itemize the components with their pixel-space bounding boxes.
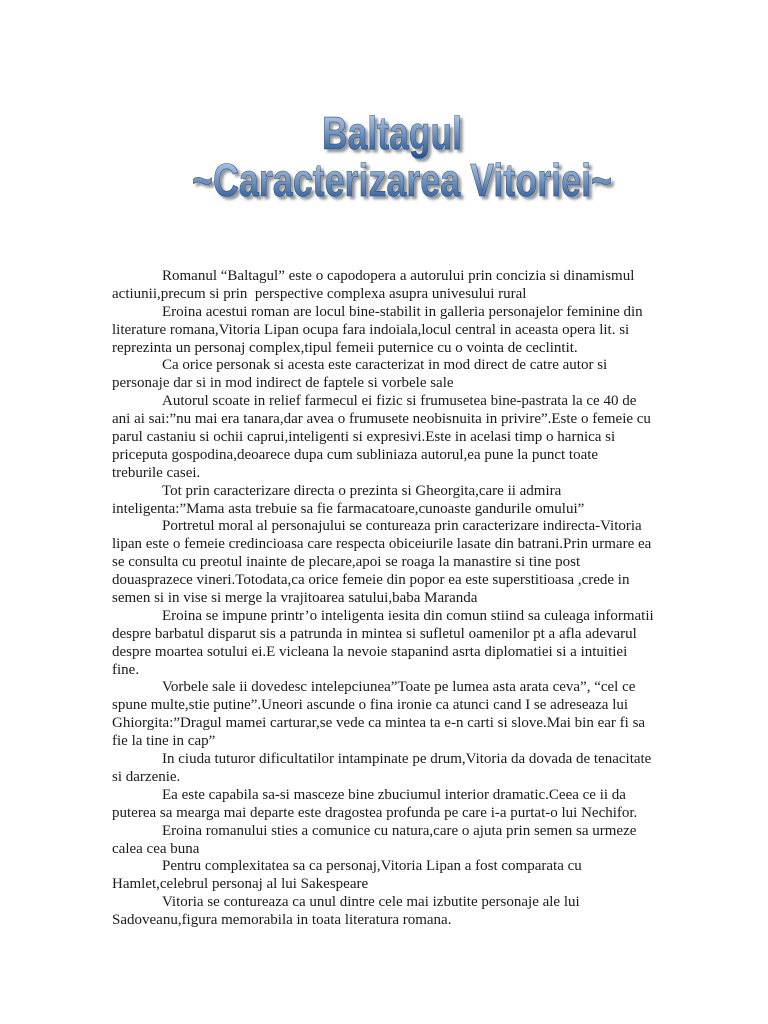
text-line: puterea sa mearga mai departe este dragostea profunda pe care i-a purtat-o lui Nechifor. <box>112 804 638 821</box>
text-line: douasprazece vineri.Totodata,ca orice femeie din popor ea este superstitioasa ,crede in <box>112 572 630 589</box>
text-line: Ea este capabila sa-si masceze bine zbuciumul interior dramatic.Ceea ce ii da <box>162 786 626 803</box>
paragraph <box>112 608 712 680</box>
paragraph <box>112 483 712 519</box>
document-title: Baltagul <box>322 107 462 159</box>
text-line: priceputa gospodina,deoarece dupa cum subliniaza autorul,ea pune la punct toate <box>112 446 599 463</box>
text-line: Tot prin caracterizare directa o prezinta si Gheorgita,care ii admira <box>162 482 562 499</box>
text-line: ani ai sai:”nu mai era tanara,dar avea o frumusete neobisnuita in privire”.Este o femeie cu <box>112 411 651 428</box>
text-line: calea cea buna <box>112 840 200 857</box>
text-line: personaje dar si in mod indirect de faptele si vorbele sale <box>112 375 454 392</box>
paragraph <box>112 679 712 751</box>
text-line: parul castaniu si ochii caprui,inteligenti si expresivi.Este in acelasi timp o harnica si <box>112 429 616 446</box>
text-line: Eroina acestui roman are locul bine-stabilit in galleria personajelor feminine din <box>162 303 643 320</box>
text-line: fine. <box>112 661 140 678</box>
text-line: Pentru complexitatea sa ca personaj,Vitoria Lipan a fost comparata cu <box>162 858 582 875</box>
paragraph <box>112 518 712 607</box>
text-line: Ghiorgita:”Dragul mamei carturar,se vede ca mintea ta e-n carti si slove.Mai bin ear fi sa <box>112 715 646 732</box>
text-line: actiunii,precum si prin perspective complexa asupra univesului rural <box>112 285 527 302</box>
text-line: se consulta cu preotul inainte de plecare,apoi se roaga la manastire si tine post <box>112 554 581 571</box>
paragraph <box>112 357 712 393</box>
text-line: despre moartea sotului ei.E vicleana la nevoie stapanind asrta diplomatiei si a intuitiei <box>112 643 628 660</box>
paragraph <box>112 304 712 358</box>
text-line: si darzenie. <box>112 768 181 785</box>
text-line: despre barbatul disparut sis a patrunda in mintea si sufletul oamenilor pt a afla adevarul <box>112 625 637 642</box>
title-wordart <box>0 0 768 230</box>
text-line: Vitoria se contureaza ca unul dintre cele mai izbutite personaje ale lui <box>162 894 580 911</box>
text-line: treburile casei. <box>112 464 201 481</box>
paragraph <box>112 823 712 859</box>
paragraph <box>112 787 712 823</box>
text-line: Sadoveanu,figura memorabila in toata literatura romana. <box>112 912 452 929</box>
text-line: fie la tine in cap” <box>112 733 216 750</box>
text-line: lipan este o femeie credincioasa care respecta obiceiurile lasate din batrani.Prin urmare ea <box>112 536 652 553</box>
text-line: inteligenta:”Mama asta trebuie sa fie farmacatoare,cunoaste gandurile omului” <box>112 500 585 517</box>
text-line: Vorbele sale ii dovedesc intelepciunea”Toate pe lumea asta arata ceva”, “cel ce <box>162 679 636 696</box>
text-line: spune multe,stie putine”.Uneori ascunde o fina ironie ca atunci cand I se adreseaza lui <box>112 697 629 714</box>
text-line: Eroina romanului sties a comunice cu natura,care o ajuta prin semen sa urmeze <box>162 822 637 839</box>
text-line: In ciuda tuturor dificultatilor intampinate pe drum,Vitoria da dovada de tenacitate <box>162 751 652 768</box>
text-line: Autorul scoate in relief farmecul ei fizic si frumusetea bine-pastrata la ce 40 de <box>162 393 637 410</box>
text-line: Romanul “Baltagul” este o capodopera a autorului prin concizia si dinamismul <box>162 268 635 284</box>
text-line: Hamlet,celebrul personaj al lui Sakespeare <box>112 876 369 893</box>
paragraph <box>112 894 712 930</box>
paragraph <box>112 393 712 482</box>
document-body <box>112 268 712 930</box>
paragraph <box>112 751 712 787</box>
text-line: Eroina se impune printr’o inteligenta iesita din comun stiind sa culeaga informatii <box>162 607 654 624</box>
text-line: literature romana,Vitoria Lipan ocupa fara indoiala,locul central in aceasta opera lit. si <box>112 321 630 338</box>
text-line: reprezinta un personaj complex,tipul femeii puternice cu o vointa de ceclintit. <box>112 339 578 356</box>
paragraph <box>112 268 712 304</box>
text-line: semen si in vise si merge la vrajitoarea satului,baba Maranda <box>112 590 478 607</box>
text-line: Portretul moral al personajului se contureaza prin caracterizare indirecta-Vitoria <box>162 518 642 535</box>
text-line: Ca orice personak si acesta este caracterizat in mod direct de catre autor si <box>162 357 608 374</box>
document-subtitle: ~Caracterizarea Vitoriei~ <box>192 154 612 206</box>
paragraph <box>112 858 712 894</box>
